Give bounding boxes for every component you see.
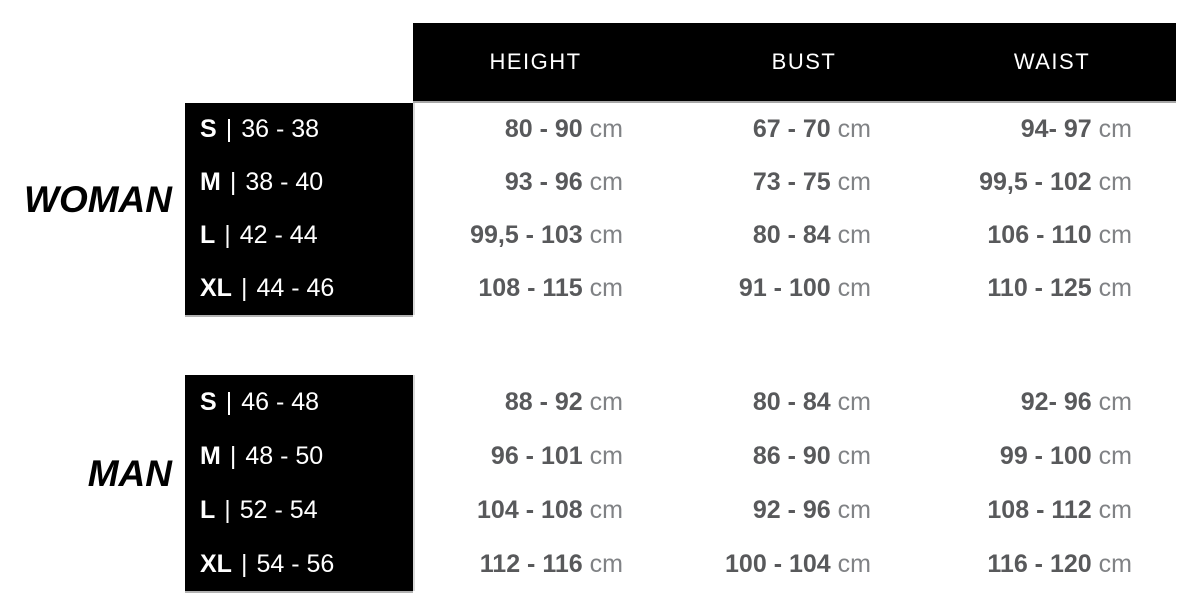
bust-value-cell xyxy=(680,375,950,429)
man-waist-column xyxy=(950,375,1176,591)
size-cell xyxy=(185,103,413,156)
bust-value-cell xyxy=(680,429,950,483)
woman-waist-column xyxy=(950,103,1176,315)
size-range: 54 - 56 xyxy=(256,549,335,578)
bust-value-cell xyxy=(680,156,950,209)
height-value-cell xyxy=(413,537,680,591)
size-range: 44 - 46 xyxy=(256,274,335,302)
height-value-cell xyxy=(413,103,680,156)
height-value-cell xyxy=(413,156,680,209)
woman-sizes-column xyxy=(185,103,413,315)
waist-value: 99 - 100 xyxy=(999,441,1092,470)
waist-value: 92- 96 xyxy=(1020,387,1092,416)
waist-value-cell xyxy=(950,537,1176,591)
man-bust-column xyxy=(680,375,950,591)
waist-value: 116 - 120 xyxy=(987,549,1092,578)
size-cell xyxy=(185,483,413,537)
bust-value: 100 - 104 xyxy=(725,549,831,578)
height-value: 96 - 101 xyxy=(490,441,583,470)
unit-label: cm xyxy=(837,115,871,143)
bust-value-cell xyxy=(680,483,950,537)
size-cell xyxy=(185,429,413,483)
size-cell xyxy=(185,375,413,429)
size-letter: M xyxy=(200,441,221,470)
size-cell xyxy=(185,262,413,315)
man-section xyxy=(0,375,1200,591)
bust-value-cell xyxy=(680,262,950,315)
size-separator: | xyxy=(224,495,231,524)
unit-label: cm xyxy=(589,495,623,524)
unit-label: cm xyxy=(1098,441,1132,470)
size-separator: | xyxy=(240,549,248,578)
unit-label: cm xyxy=(589,221,623,249)
size-separator: | xyxy=(229,168,237,196)
waist-value: 108 - 112 xyxy=(987,495,1092,524)
waist-value-cell xyxy=(950,483,1176,537)
unit-label: cm xyxy=(1098,168,1132,196)
column-header-waist: WAIST xyxy=(1013,49,1091,74)
woman-bust-column xyxy=(680,103,950,315)
size-separator: | xyxy=(225,115,233,143)
man-label-column xyxy=(0,375,185,591)
group-label-man: MAN xyxy=(87,453,172,494)
size-separator: | xyxy=(229,441,237,470)
unit-label: cm xyxy=(589,441,623,470)
size-cell xyxy=(185,156,413,209)
column-header-bust: BUST xyxy=(771,49,837,74)
waist-value: 106 - 110 xyxy=(987,221,1092,249)
waist-value-cell xyxy=(950,209,1176,262)
height-value-cell xyxy=(413,209,680,262)
woman-height-column xyxy=(413,103,680,315)
size-cell xyxy=(185,209,413,262)
waist-value-cell xyxy=(950,156,1176,209)
size-separator: | xyxy=(240,274,248,302)
height-value-cell xyxy=(413,262,680,315)
header-spacer xyxy=(0,23,413,101)
height-value-cell xyxy=(413,483,680,537)
height-value: 88 - 92 xyxy=(504,387,583,416)
size-letter: L xyxy=(200,495,216,524)
unit-label: cm xyxy=(1098,387,1132,416)
bust-value-cell xyxy=(680,103,950,156)
height-value-cell xyxy=(413,429,680,483)
size-range: 38 - 40 xyxy=(245,168,324,196)
height-value: 104 - 108 xyxy=(477,495,583,524)
man-height-column xyxy=(413,375,680,591)
man-sizes-column xyxy=(185,375,413,591)
unit-label: cm xyxy=(837,274,871,302)
unit-label: cm xyxy=(589,274,623,302)
waist-value-cell xyxy=(950,262,1176,315)
woman-section xyxy=(0,103,1200,315)
height-value-cell xyxy=(413,375,680,429)
waist-value-cell xyxy=(950,103,1176,156)
bust-value: 80 - 84 xyxy=(752,387,831,416)
bust-value: 91 - 100 xyxy=(738,274,831,302)
size-range: 48 - 50 xyxy=(245,441,324,470)
size-separator: | xyxy=(225,387,233,416)
size-range: 46 - 48 xyxy=(241,387,320,416)
height-value: 112 - 116 xyxy=(479,549,583,578)
height-value: 80 - 90 xyxy=(504,115,583,143)
size-letter: XL xyxy=(200,274,232,302)
table-header xyxy=(0,23,1200,101)
unit-label: cm xyxy=(1098,221,1132,249)
woman-label-column xyxy=(0,103,185,315)
bust-value: 67 - 70 xyxy=(752,115,831,143)
unit-label: cm xyxy=(589,549,623,578)
size-cell xyxy=(185,537,413,591)
unit-label: cm xyxy=(837,221,871,249)
section-gap xyxy=(0,315,1200,375)
column-header-height: HEIGHT xyxy=(489,49,582,74)
waist-value: 110 - 125 xyxy=(987,274,1092,302)
unit-label: cm xyxy=(837,495,871,524)
waist-value-cell xyxy=(950,375,1176,429)
size-letter: M xyxy=(200,168,221,196)
size-range: 52 - 54 xyxy=(239,495,318,524)
bust-value: 73 - 75 xyxy=(752,168,831,196)
unit-label: cm xyxy=(589,387,623,416)
header-bar xyxy=(413,23,1176,101)
waist-value: 99,5 - 102 xyxy=(979,168,1092,196)
unit-label: cm xyxy=(589,168,623,196)
size-letter: L xyxy=(200,221,216,249)
waist-value-cell xyxy=(950,429,1176,483)
bust-value: 86 - 90 xyxy=(752,441,831,470)
bust-value-cell xyxy=(680,209,950,262)
unit-label: cm xyxy=(837,441,871,470)
unit-label: cm xyxy=(1098,274,1132,302)
waist-value: 94- 97 xyxy=(1020,115,1092,143)
unit-label: cm xyxy=(837,168,871,196)
unit-label: cm xyxy=(589,115,623,143)
height-value: 108 - 115 xyxy=(478,274,583,302)
unit-label: cm xyxy=(1098,549,1132,578)
group-label-woman: WOMAN xyxy=(24,179,172,220)
size-letter: XL xyxy=(200,549,232,578)
size-range: 42 - 44 xyxy=(239,221,318,249)
unit-label: cm xyxy=(1098,115,1132,143)
bust-value: 92 - 96 xyxy=(752,495,831,524)
size-separator: | xyxy=(224,221,231,249)
height-value: 99,5 - 103 xyxy=(470,221,583,249)
size-letter: S xyxy=(200,387,217,416)
height-value: 93 - 96 xyxy=(504,168,583,196)
unit-label: cm xyxy=(837,549,871,578)
unit-label: cm xyxy=(1098,495,1132,524)
unit-label: cm xyxy=(837,387,871,416)
size-range: 36 - 38 xyxy=(241,115,320,143)
size-letter: S xyxy=(200,115,217,143)
bust-value: 80 - 84 xyxy=(752,221,831,249)
bust-value-cell xyxy=(680,537,950,591)
